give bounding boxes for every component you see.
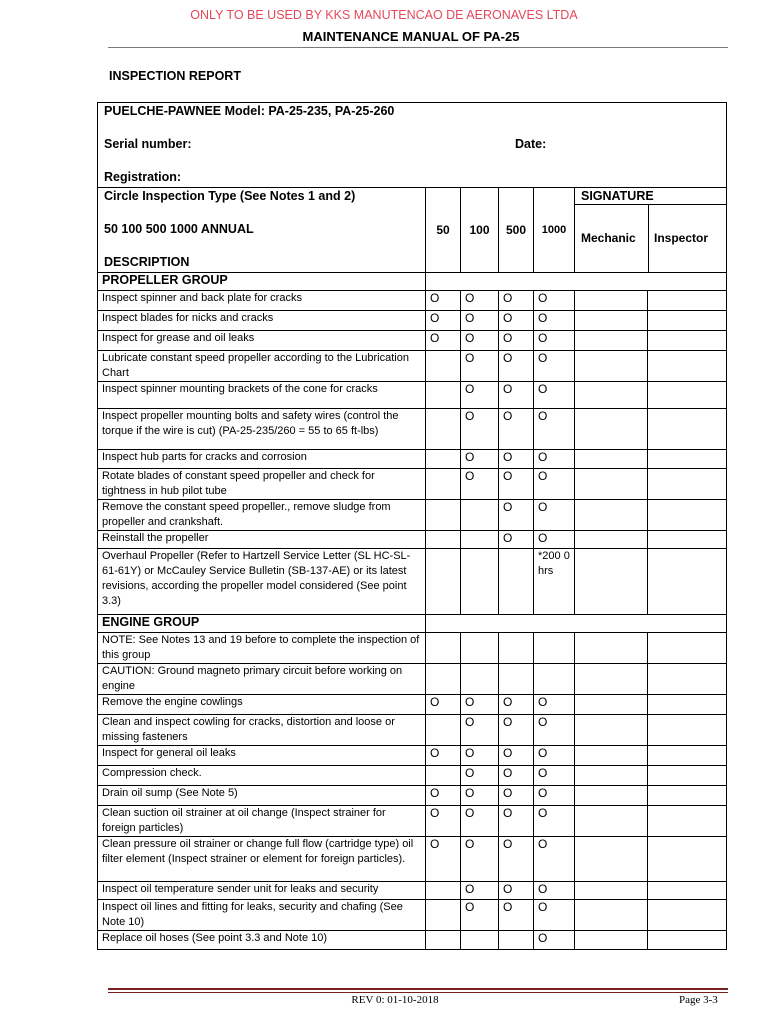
- task-description: Inspect oil temperature sender unit for leaks and security: [98, 882, 426, 900]
- inspector-signature-cell[interactable]: [648, 766, 727, 786]
- column-header-100: 100: [461, 188, 499, 273]
- mechanic-signature-cell[interactable]: [575, 469, 648, 500]
- task-description: Overhaul Propeller (Refer to Hartzell Service Letter (SL HC-SL-61-61Y) or McCauley Service Bulletin (SB-137-AE) or its latest revisions, according the propeller model considered (See point 3.3): [98, 549, 426, 615]
- mechanic-signature-cell[interactable]: [575, 500, 648, 531]
- interval-mark-100: O: [461, 450, 499, 469]
- model-line: PUELCHE-PAWNEE Model: PA-25-235, PA-25-260: [104, 104, 395, 118]
- inspector-signature-cell[interactable]: [648, 882, 727, 900]
- task-description: CAUTION: Ground magneto primary circuit before working on engine: [98, 664, 426, 695]
- inspection-type-cell: [98, 188, 426, 273]
- inspector-signature-cell[interactable]: [648, 746, 727, 766]
- interval-mark-500: O: [499, 531, 534, 549]
- interval-mark-100: O: [461, 715, 499, 746]
- table-row: [98, 882, 727, 900]
- signature-column-divider: [648, 204, 649, 272]
- interval-mark-50: [426, 469, 461, 500]
- mechanic-signature-cell[interactable]: [575, 382, 648, 409]
- column-header-1000: 1000: [534, 188, 575, 273]
- serial-number-label: Serial number:: [104, 137, 192, 151]
- inspector-signature-cell[interactable]: [648, 633, 727, 664]
- group-header-blank: [426, 615, 727, 633]
- task-description: Inspect oil lines and fitting for leaks, security and chafing (See Note 10): [98, 900, 426, 931]
- inspector-label: Inspector: [654, 231, 709, 245]
- circle-type-label: Circle Inspection Type (See Notes 1 and 2): [104, 189, 356, 203]
- mechanic-signature-cell[interactable]: [575, 331, 648, 351]
- interval-mark-1000: [534, 633, 575, 664]
- header-divider: [108, 47, 728, 48]
- inspector-signature-cell[interactable]: [648, 351, 727, 382]
- mechanic-signature-cell[interactable]: [575, 531, 648, 549]
- interval-mark-1000: O: [534, 837, 575, 882]
- interval-mark-1000: O: [534, 500, 575, 531]
- footer-rule-thin: [108, 992, 728, 993]
- table-row: [98, 311, 727, 331]
- interval-mark-50: O: [426, 746, 461, 766]
- interval-mark-1000: O: [534, 450, 575, 469]
- task-description: Replace oil hoses (See point 3.3 and Note 10): [98, 931, 426, 950]
- interval-mark-500: O: [499, 331, 534, 351]
- mechanic-signature-cell[interactable]: [575, 931, 648, 950]
- signature-header-cell: [575, 188, 727, 273]
- mechanic-label: Mechanic: [581, 231, 636, 245]
- inspector-signature-cell[interactable]: [648, 900, 727, 931]
- interval-mark-50: [426, 500, 461, 531]
- watermark-notice: ONLY TO BE USED BY KKS MANUTENCAO DE AERONAVES LTDA: [190, 8, 578, 22]
- interval-mark-1000: O: [534, 931, 575, 950]
- mechanic-signature-cell[interactable]: [575, 786, 648, 806]
- table-row: [98, 633, 727, 664]
- group-header-blank: [426, 273, 727, 291]
- inspector-signature-cell[interactable]: [648, 806, 727, 837]
- interval-mark-500: O: [499, 837, 534, 882]
- mechanic-signature-cell[interactable]: [575, 633, 648, 664]
- date-label: Date:: [515, 137, 547, 151]
- interval-mark-50: O: [426, 837, 461, 882]
- interval-mark-100: [461, 633, 499, 664]
- interval-mark-500: O: [499, 806, 534, 837]
- interval-mark-500: [499, 931, 534, 950]
- task-description: Clean pressure oil strainer or change full flow (cartridge type) oil filter element (Inspect strainer or element for foreign particles).: [98, 837, 426, 882]
- inspector-signature-cell[interactable]: [648, 837, 727, 882]
- interval-mark-1000: *200 0 hrs: [534, 549, 575, 615]
- mechanic-signature-cell[interactable]: [575, 450, 648, 469]
- manual-title: MAINTENANCE MANUAL OF PA-25: [302, 29, 520, 44]
- group-header-row: [98, 273, 727, 291]
- mechanic-signature-cell[interactable]: [575, 311, 648, 331]
- interval-mark-50: [426, 931, 461, 950]
- group-header-row: [98, 615, 727, 633]
- table-row: [98, 382, 727, 409]
- interval-mark-500: O: [499, 695, 534, 715]
- inspector-signature-cell[interactable]: [648, 291, 727, 311]
- interval-mark-500: O: [499, 382, 534, 409]
- interval-mark-1000: O: [534, 311, 575, 331]
- interval-mark-50: O: [426, 695, 461, 715]
- table-row: [98, 900, 727, 931]
- inspector-signature-cell[interactable]: [648, 531, 727, 549]
- mechanic-signature-cell[interactable]: [575, 409, 648, 450]
- table-row: [98, 695, 727, 715]
- group-title: PROPELLER GROUP: [98, 273, 426, 291]
- table-row: [98, 746, 727, 766]
- interval-mark-50: [426, 450, 461, 469]
- inspector-signature-cell[interactable]: [648, 409, 727, 450]
- table-row: [98, 469, 727, 500]
- interval-mark-100: [461, 664, 499, 695]
- interval-mark-500: [499, 633, 534, 664]
- inspector-signature-cell[interactable]: [648, 382, 727, 409]
- table-row: [98, 715, 727, 746]
- interval-mark-100: O: [461, 786, 499, 806]
- column-header-500: 500: [499, 188, 534, 273]
- inspector-signature-cell[interactable]: [648, 695, 727, 715]
- interval-mark-50: [426, 882, 461, 900]
- inspector-signature-cell[interactable]: [648, 931, 727, 950]
- interval-mark-500: O: [499, 746, 534, 766]
- interval-mark-500: O: [499, 450, 534, 469]
- interval-mark-50: [426, 664, 461, 695]
- inspection-table: [97, 102, 727, 950]
- inspector-signature-cell[interactable]: [648, 500, 727, 531]
- interval-mark-100: O: [461, 351, 499, 382]
- task-description: Clean suction oil strainer at oil change (Inspect strainer for foreign particles): [98, 806, 426, 837]
- interval-mark-100: O: [461, 766, 499, 786]
- mechanic-signature-cell[interactable]: [575, 664, 648, 695]
- interval-mark-1000: O: [534, 806, 575, 837]
- task-description: Inspect spinner and back plate for cracks: [98, 291, 426, 311]
- interval-mark-50: [426, 409, 461, 450]
- table-row: [98, 664, 727, 695]
- interval-mark-100: O: [461, 291, 499, 311]
- inspector-signature-cell[interactable]: [648, 311, 727, 331]
- interval-mark-1000: O: [534, 351, 575, 382]
- interval-mark-50: O: [426, 311, 461, 331]
- table-row: [98, 500, 727, 531]
- interval-mark-50: [426, 351, 461, 382]
- interval-mark-500: O: [499, 351, 534, 382]
- interval-mark-50: O: [426, 331, 461, 351]
- task-description: Inspect blades for nicks and cracks: [98, 311, 426, 331]
- task-description: Remove the engine cowlings: [98, 695, 426, 715]
- interval-mark-50: O: [426, 291, 461, 311]
- inspector-signature-cell[interactable]: [648, 786, 727, 806]
- interval-mark-1000: O: [534, 746, 575, 766]
- task-description: Inspect spinner mounting brackets of the cone for cracks: [98, 382, 426, 409]
- interval-mark-1000: O: [534, 715, 575, 746]
- inspection-types-line: 50 100 500 1000 ANNUAL: [104, 222, 254, 236]
- task-description: Inspect for grease and oil leaks: [98, 331, 426, 351]
- mechanic-signature-cell[interactable]: [575, 291, 648, 311]
- description-label: DESCRIPTION: [104, 255, 190, 269]
- interval-mark-50: [426, 715, 461, 746]
- interval-mark-100: O: [461, 806, 499, 837]
- interval-mark-50: O: [426, 786, 461, 806]
- inspector-signature-cell[interactable]: [648, 331, 727, 351]
- table-row: [98, 931, 727, 950]
- interval-mark-100: O: [461, 469, 499, 500]
- inspector-signature-cell[interactable]: [648, 450, 727, 469]
- interval-mark-50: [426, 633, 461, 664]
- task-description: Remove the constant speed propeller., remove sludge from propeller and crankshaft.: [98, 500, 426, 531]
- table-row: [98, 409, 727, 450]
- interval-mark-100: [461, 531, 499, 549]
- task-description: Drain oil sump (See Note 5): [98, 786, 426, 806]
- signature-label: SIGNATURE: [581, 189, 654, 203]
- table-row: [98, 806, 727, 837]
- task-description: Inspect propeller mounting bolts and safety wires (control the torque if the wire is cut) (PA-25-235/260 = 55 to 65 ft-lbs): [98, 409, 426, 450]
- interval-mark-50: [426, 549, 461, 615]
- mechanic-signature-cell[interactable]: [575, 746, 648, 766]
- mechanic-signature-cell[interactable]: [575, 766, 648, 786]
- interval-mark-500: O: [499, 766, 534, 786]
- inspector-signature-cell[interactable]: [648, 549, 727, 615]
- interval-mark-500: O: [499, 882, 534, 900]
- interval-mark-500: O: [499, 786, 534, 806]
- interval-mark-50: O: [426, 806, 461, 837]
- interval-mark-500: [499, 664, 534, 695]
- interval-mark-50: [426, 766, 461, 786]
- interval-mark-1000: O: [534, 331, 575, 351]
- interval-mark-1000: O: [534, 900, 575, 931]
- interval-mark-500: O: [499, 469, 534, 500]
- interval-mark-1000: O: [534, 382, 575, 409]
- table-row: [98, 291, 727, 311]
- interval-mark-500: O: [499, 715, 534, 746]
- table-row: [98, 351, 727, 382]
- mechanic-signature-cell[interactable]: [575, 351, 648, 382]
- mechanic-signature-cell[interactable]: [575, 695, 648, 715]
- interval-mark-500: O: [499, 311, 534, 331]
- column-header-50: 50: [426, 188, 461, 273]
- interval-mark-100: O: [461, 331, 499, 351]
- interval-mark-1000: [534, 664, 575, 695]
- interval-mark-100: O: [461, 746, 499, 766]
- interval-mark-100: O: [461, 382, 499, 409]
- table-row: [98, 331, 727, 351]
- task-description: Compression check.: [98, 766, 426, 786]
- interval-mark-100: [461, 500, 499, 531]
- interval-mark-1000: O: [534, 882, 575, 900]
- mechanic-signature-cell[interactable]: [575, 837, 648, 882]
- interval-mark-100: O: [461, 900, 499, 931]
- registration-label: Registration:: [104, 170, 182, 184]
- interval-mark-1000: O: [534, 469, 575, 500]
- interval-mark-100: [461, 549, 499, 615]
- table-row: [98, 531, 727, 549]
- report-title: INSPECTION REPORT: [109, 69, 241, 83]
- interval-mark-1000: O: [534, 766, 575, 786]
- task-description: Inspect for general oil leaks: [98, 746, 426, 766]
- table-row: [98, 837, 727, 882]
- interval-mark-100: O: [461, 311, 499, 331]
- interval-mark-500: O: [499, 500, 534, 531]
- interval-mark-50: [426, 382, 461, 409]
- inspector-signature-cell[interactable]: [648, 715, 727, 746]
- interval-mark-1000: O: [534, 695, 575, 715]
- mechanic-signature-cell[interactable]: [575, 882, 648, 900]
- interval-mark-50: [426, 900, 461, 931]
- interval-mark-500: O: [499, 900, 534, 931]
- group-title: ENGINE GROUP: [98, 615, 426, 633]
- mechanic-signature-cell[interactable]: [575, 900, 648, 931]
- interval-mark-100: O: [461, 882, 499, 900]
- task-description: Lubricate constant speed propeller according to the Lubrication Chart: [98, 351, 426, 382]
- aircraft-info-cell: [98, 103, 727, 188]
- mechanic-signature-cell[interactable]: [575, 715, 648, 746]
- inspector-signature-cell[interactable]: [648, 469, 727, 500]
- interval-mark-1000: O: [534, 409, 575, 450]
- interval-mark-500: O: [499, 291, 534, 311]
- inspector-signature-cell[interactable]: [648, 664, 727, 695]
- signature-divider: [575, 204, 726, 205]
- interval-mark-50: [426, 531, 461, 549]
- mechanic-signature-cell[interactable]: [575, 549, 648, 615]
- interval-mark-1000: O: [534, 786, 575, 806]
- interval-mark-1000: O: [534, 291, 575, 311]
- table-row: [98, 766, 727, 786]
- revision-label: REV 0: 01-10-2018: [351, 994, 439, 1006]
- footer-rule: [108, 988, 728, 990]
- interval-mark-100: [461, 931, 499, 950]
- interval-mark-500: [499, 549, 534, 615]
- task-description: Reinstall the propeller: [98, 531, 426, 549]
- table-row: [98, 549, 727, 615]
- interval-mark-1000: O: [534, 531, 575, 549]
- task-description: NOTE: See Notes 13 and 19 before to complete the inspection of this group: [98, 633, 426, 664]
- table-row: [98, 450, 727, 469]
- task-description: Rotate blades of constant speed propeller and check for tightness in hub pilot tube: [98, 469, 426, 500]
- task-description: Inspect hub parts for cracks and corrosion: [98, 450, 426, 469]
- table-row: [98, 786, 727, 806]
- interval-mark-100: O: [461, 837, 499, 882]
- interval-mark-100: O: [461, 409, 499, 450]
- task-description: Clean and inspect cowling for cracks, distortion and loose or missing fasteners: [98, 715, 426, 746]
- page-number: Page 3-3: [679, 994, 718, 1006]
- interval-mark-500: O: [499, 409, 534, 450]
- interval-mark-100: O: [461, 695, 499, 715]
- mechanic-signature-cell[interactable]: [575, 806, 648, 837]
